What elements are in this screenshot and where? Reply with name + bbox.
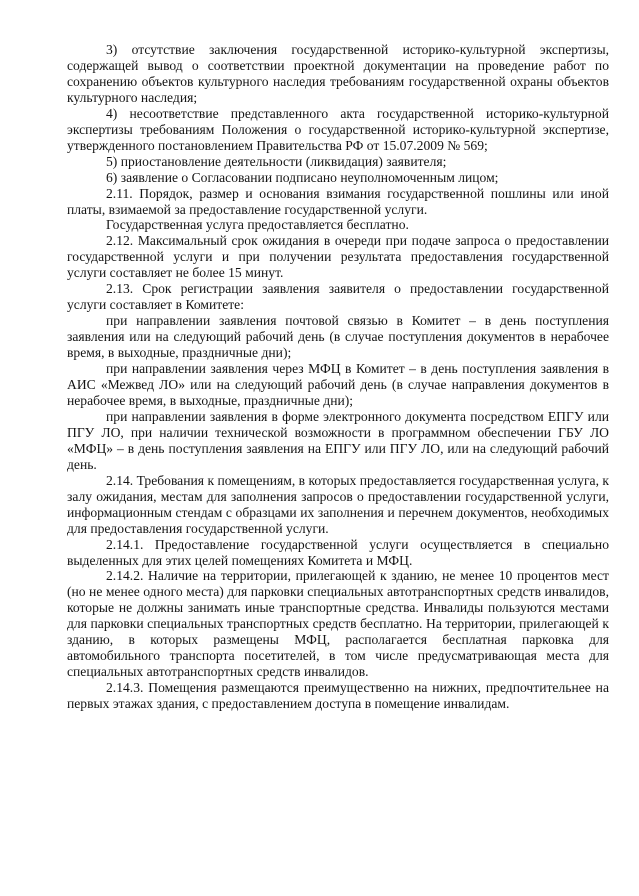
paragraph-2-14: 2.14. Требования к помещениям, в которых предоставляется государственная услуга, к залу ожидания, местам для заполнения запросов о предоставлении государственной услуги, информационным стендам с образцами их заполнения и перечнем документов, необходимых для предоставления государственной услуги. — [67, 472, 609, 536]
paragraph-2-11: 2.11. Порядок, размер и основания взимания государственной пошлины или иной платы, взимаемой за предоставление государственной услуги. — [67, 185, 609, 217]
paragraph-2-14-2: 2.14.2. Наличие на территории, прилегающей к зданию, не менее 10 процентов мест (но не менее одного места) для парковки специальных автотранспортных средств инвалидов, которые не должны занимать иные транспортные средства. Инвалиды пользуются местами для парковки специальных транспортных средств бесплатно. На территории, прилегающей к зданию, в которых размещены МФЦ, располагается бесплатная парковка для автомобильного транспорта посетителей, в том числе предусматривающая места для специальных автотранспортных средств инвалидов. — [67, 568, 609, 680]
paragraph-item-3: 3) отсутствие заключения государственной историко-культурной экспертизы, содержащей вывод о соответствии проектной документации на проведение работ по сохранению объектов культурного наследия требованиям государственной охраны объектов культурного наследия; — [67, 42, 609, 105]
paragraph-mfc: при направлении заявления через МФЦ в Комитет – в день поступления заявления в АИС «Межвед ЛО» или на следующий рабочий день (в случае направления документов в нерабочее время, в выходные, праздничные дни); — [67, 361, 609, 408]
paragraph-item-4: 4) несоответствие представленного акта государственной историко-культурной экспертизы требованиям Положения о государственной историко-культурной экспертизе, утвержденного постановлением Правительства РФ от 15.07.2009 № 569; — [67, 105, 609, 153]
paragraph-item-5: 5) приостановление деятельности (ликвидация) заявителя; — [106, 153, 447, 169]
paragraph-electronic: при направлении заявления в форме электронного документа посредством ЕПГУ или ПГУ ЛО, при наличии технической возможности в программном обеспечении ГБУ ЛО «МФЦ» – в день поступления заявления на ЕПГУ или ПГУ ЛО, или на следующий рабочий день. — [67, 408, 609, 472]
paragraph-2-14-1: 2.14.1. Предоставление государственной услуги осуществляется в специально выделенных для этих целей помещениях Комитета и МФЦ. — [67, 536, 609, 568]
paragraph-2-13: 2.13. Срок регистрации заявления заявителя о предоставлении государственной услуги составляет в Комитете: — [67, 281, 609, 313]
document-page — [67, 42, 609, 712]
paragraph-item-6: 6) заявление о Согласовании подписано неуполномоченным лицом; — [106, 169, 499, 185]
paragraph-free-service: Государственная услуга предоставляется бесплатно. — [106, 217, 409, 233]
paragraph-2-14-3: 2.14.3. Помещения размещаются преимущественно на нижних, предпочтительнее на первых этажах здания, с предоставлением доступа в помещение инвалидам. — [67, 680, 609, 712]
paragraph-postal: при направлении заявления почтовой связью в Комитет – в день поступления заявления или на следующий рабочий день (в случае поступления документов в нерабочее время, в выходные, праздничные дни); — [67, 313, 609, 361]
paragraph-2-12: 2.12. Максимальный срок ожидания в очереди при подаче запроса о предоставлении государственной услуги и при получении результата предоставления государственной услуги составляет не более 15 минут. — [67, 233, 609, 281]
